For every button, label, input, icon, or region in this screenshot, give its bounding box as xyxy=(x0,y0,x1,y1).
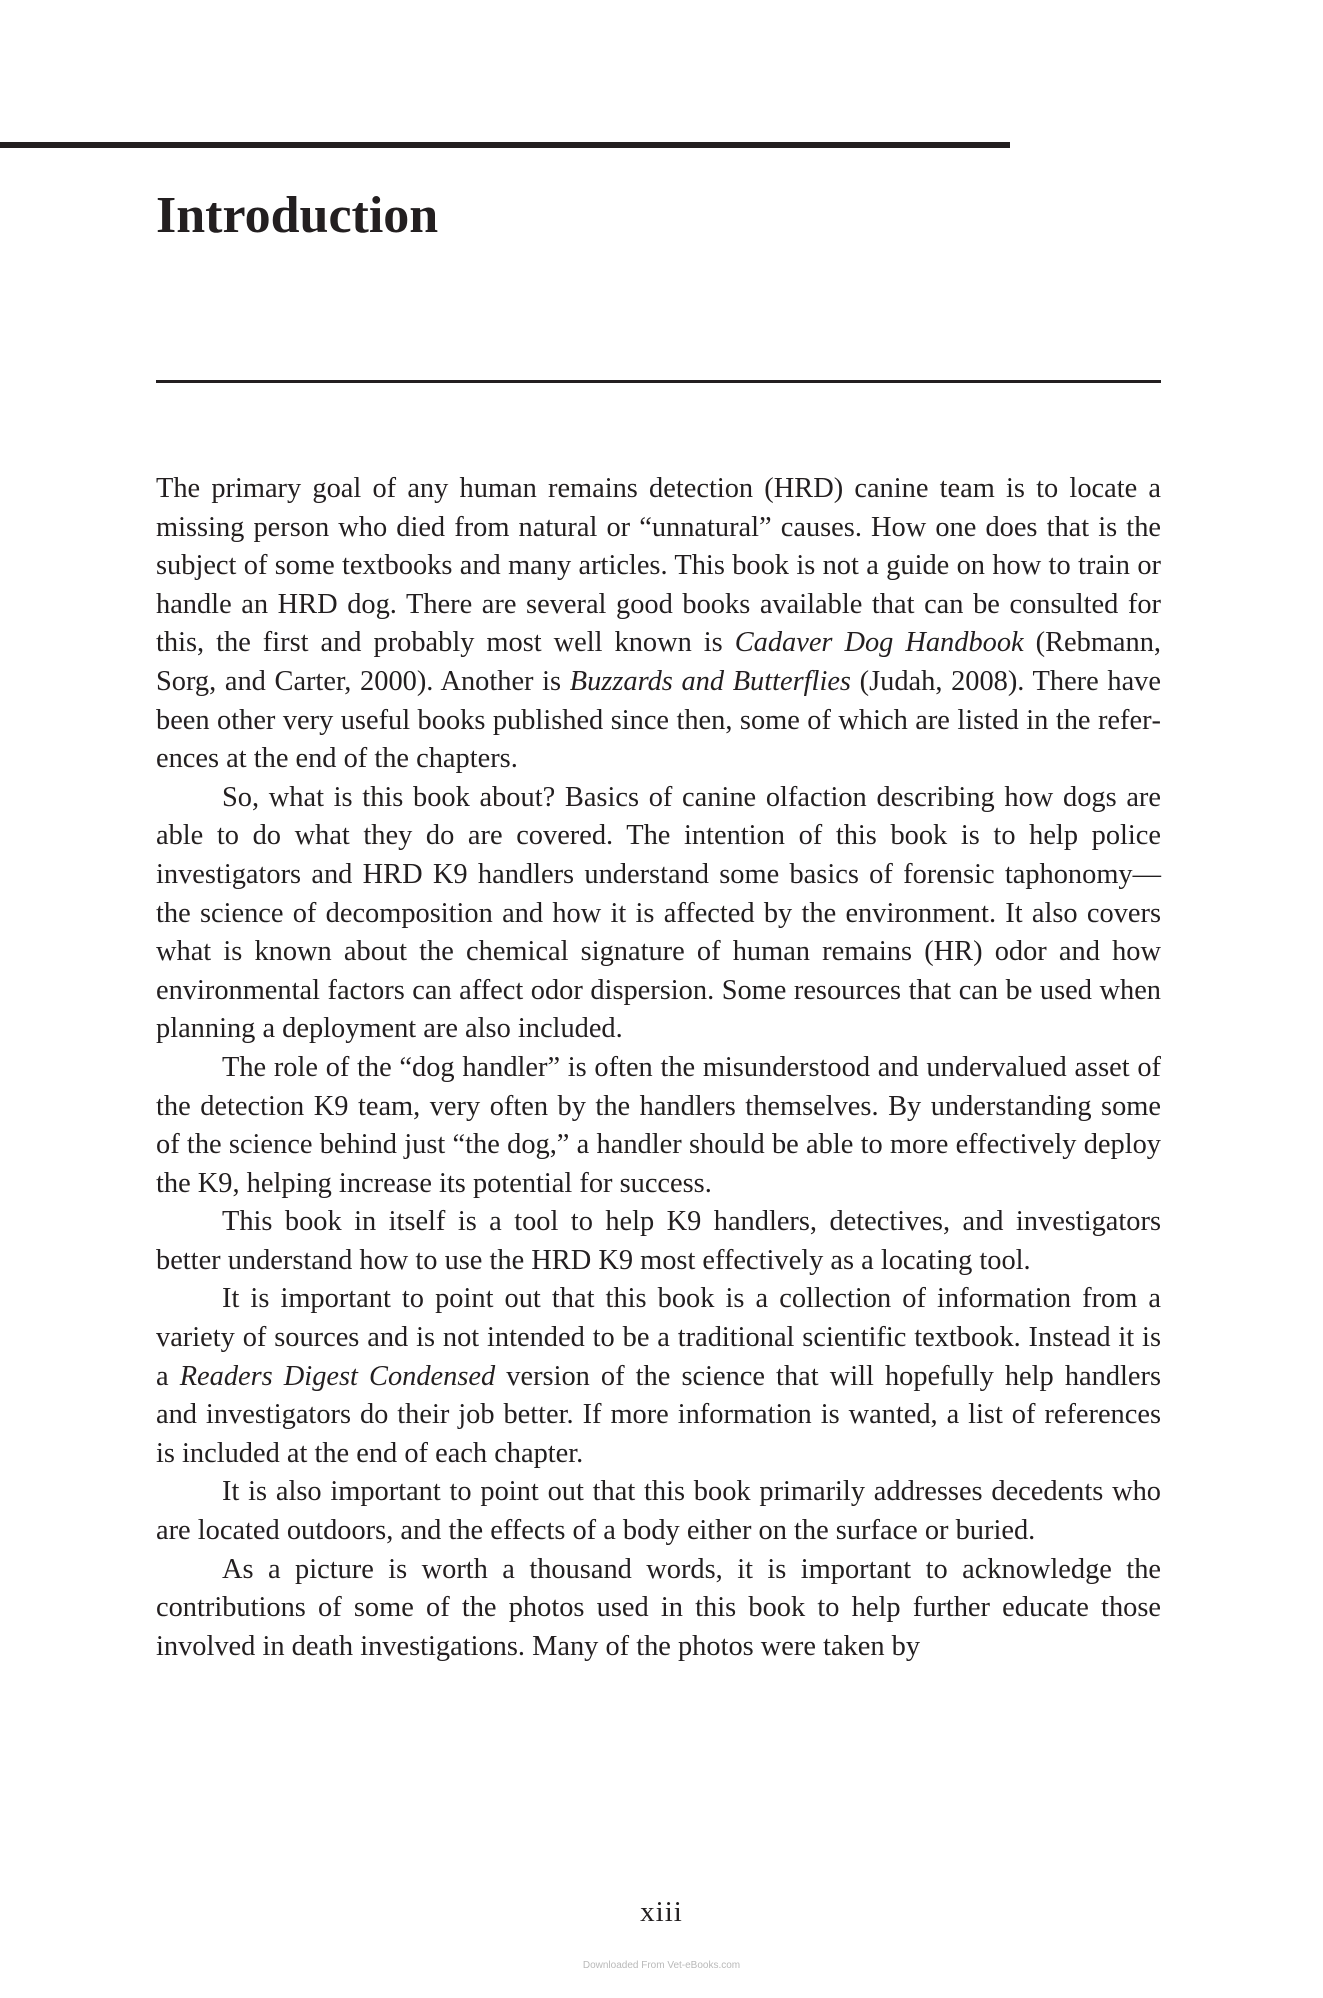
paragraph-text: (Rebmann, Sorg, and Carter, 2000). Another is xyxy=(156,627,1161,697)
paragraph-text: It is important to point out that this book is a collection of information from a variety of sources and is not intended to be a traditional scientific textbook. Instead it is a xyxy=(156,1283,1161,1392)
paragraph xyxy=(156,779,1161,1049)
paragraph xyxy=(156,1280,1161,1473)
paragraph xyxy=(156,1049,1161,1203)
paragraph-text: As a picture is worth a thousand words, it is important to acknowledge the contributions of some of the photos used in this book to help further educate those involved in death investigations. Many of the photos were taken by xyxy=(156,1553,1161,1662)
page-number: xiii xyxy=(640,1896,683,1928)
italic-title-text: Readers Digest Condensed xyxy=(179,1360,496,1392)
italic-title-text: Cadaver Dog Handbook xyxy=(734,627,1024,659)
italic-title-text: Buzzards and Butterflies xyxy=(569,665,851,697)
chapter-title-rule xyxy=(156,380,1161,383)
paragraph-text: The role of the “dog handler” is often the misunderstood and undervalued asset of the detection K9 team, very often by the handlers themselves. By understanding some of the science behind just “the dog,” a handler should be able to more effectively deploy the K9, helping increase its potential for success. xyxy=(156,1051,1161,1199)
paragraph-text: The primary goal of any human remains detection (HRD) canine team is to locate a missing person who died from natural or “unnatural” causes. How one does that is the subject of some textbooks and many articles. This book is not a guide on how to train or handle an HRD dog. There are several good books available that can be consulted for this, the first and probably most well known is xyxy=(156,473,1161,659)
paragraph-text: This book in itself is a tool to help K9 handlers, detectives, and investigators better understand how to use the HRD K9 most effectively as a locating tool. xyxy=(156,1206,1161,1276)
paragraph xyxy=(156,1473,1161,1550)
paragraph xyxy=(156,1203,1161,1280)
paragraph-text: version of the science that will hopefully help handlers and investigators do their job better. If more information is wanted, a list of references is included at the end of each chapter. xyxy=(156,1360,1162,1469)
paragraph-text: So, what is this book about? Basics of canine olfaction describing how dogs are able to do what they do are covered. The intention of this book is to help police investigators and HRD K9 handlers understand some basics of forensic taphonomy—the science of decomposition and how it is affected by the environment. It also covers what is known about the chemical signature of human remains (HR) odor and how environmental factors can affect odor dispersion. Some resources that can be used when planning a deployment are also included. xyxy=(156,781,1161,1045)
body-text xyxy=(156,470,1161,1666)
paragraph xyxy=(156,470,1161,779)
paragraph-text: (Judah, 2008). There have been other very useful books published since then, some of which are listed in the references at the end of the chapters. xyxy=(156,665,1161,775)
chapter-top-rule xyxy=(0,142,1010,148)
chapter-title: Introduction xyxy=(156,187,439,244)
paragraph xyxy=(156,1551,1161,1667)
download-watermark: Downloaded From Vet-eBooks.com xyxy=(582,1960,741,1971)
paragraph-text: It is also important to point out that this book primarily addresses decedents who are located outdoors, and the effects of a body either on the surface or buried. xyxy=(156,1476,1161,1547)
